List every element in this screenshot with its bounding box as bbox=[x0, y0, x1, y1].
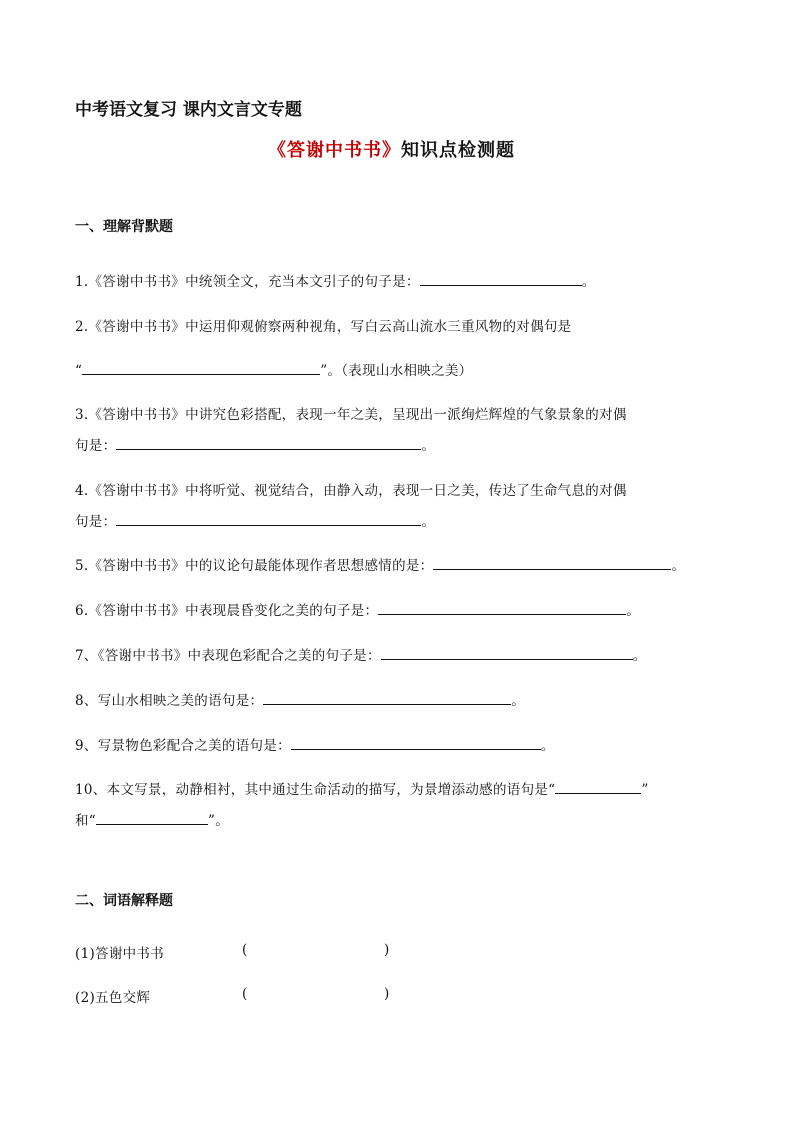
q10-blank-2[interactable] bbox=[96, 823, 208, 825]
q9-text: 9、写景物色彩配合之美的语句是： bbox=[75, 738, 291, 754]
section2-heading: 二、词语解释题 bbox=[75, 893, 173, 909]
q1-text: 1.《答谢中书书》中统领全文，充当本文引子的句子是： bbox=[75, 274, 420, 290]
q1-blank[interactable] bbox=[420, 284, 582, 286]
q2-note: （表现山水相映之美） bbox=[341, 363, 473, 379]
question-4-line2 bbox=[75, 510, 435, 530]
q2-open-quote: “ bbox=[75, 363, 83, 379]
q8-end: 。 bbox=[511, 693, 526, 709]
q6-end: 。 bbox=[626, 603, 641, 619]
question-2-line1: 2.《答谢中书书》中运用仰观俯察两种视角，写白云高山流水三重风物的对偶句是 bbox=[75, 319, 572, 335]
question-3-line2 bbox=[75, 434, 435, 454]
vocab-item-1-close: ) bbox=[384, 942, 390, 958]
vocab-item-1-answer[interactable] bbox=[255, 942, 380, 960]
q5-end: 。 bbox=[671, 558, 686, 574]
q8-text: 8、写山水相映之美的语句是： bbox=[75, 693, 264, 709]
q10-text: 10、本文写景，动静相衬，其中通过生命活动的描写，为景增添动感的语句是“ bbox=[75, 782, 556, 798]
q4-prefix: 句是： bbox=[75, 514, 117, 530]
q8-blank[interactable] bbox=[263, 703, 511, 705]
question-4-line1: 4.《答谢中书书》中将听觉、视觉结合，由静入动，表现一日之美，传达了生命气息的对偶 bbox=[75, 483, 627, 499]
question-5 bbox=[75, 554, 685, 574]
question-7 bbox=[75, 644, 647, 664]
question-10-line1 bbox=[75, 778, 649, 798]
q7-end: 。 bbox=[632, 648, 647, 664]
q2-blank[interactable] bbox=[82, 373, 320, 375]
q10-line2-start: 和“ bbox=[75, 813, 97, 829]
section1-heading: 一、理解背默题 bbox=[75, 219, 173, 235]
q1-end: 。 bbox=[581, 274, 596, 290]
q9-blank[interactable] bbox=[291, 748, 541, 750]
q3-end: 。 bbox=[421, 438, 436, 454]
q5-text: 5.《答谢中书书》中的议论句最能体现作者思想感情的是： bbox=[75, 558, 434, 574]
q4-end: 。 bbox=[421, 514, 436, 530]
vocab-item-1-open: ( bbox=[242, 942, 248, 958]
vocab-item-2-answer[interactable] bbox=[255, 986, 380, 1004]
q7-text: 7、《答谢中书书》中表现色彩配合之美的句子是： bbox=[75, 648, 381, 664]
q3-blank[interactable] bbox=[116, 448, 421, 450]
question-1 bbox=[75, 270, 596, 290]
title-book-name: 《答谢中书书》 bbox=[268, 140, 401, 161]
q3-prefix: 句是： bbox=[75, 438, 117, 454]
q10-close-quote: ” bbox=[641, 782, 649, 798]
question-2-line2 bbox=[75, 359, 472, 379]
page-title bbox=[268, 136, 515, 162]
q9-end: 。 bbox=[540, 738, 555, 754]
q10-line2-end: ”。 bbox=[208, 813, 230, 829]
q5-blank[interactable] bbox=[433, 568, 671, 570]
page-header: 中考语文复习 课内文言文专题 bbox=[75, 100, 302, 120]
q2-close-quote: ”。 bbox=[320, 363, 342, 379]
vocab-item-2-close: ) bbox=[384, 986, 390, 1002]
question-6 bbox=[75, 599, 640, 619]
vocab-item-2-open: ( bbox=[242, 986, 248, 1002]
question-3-line1: 3.《答谢中书书》中讲究色彩搭配，表现一年之美，呈现出一派绚烂辉煌的气象景象的对偶 bbox=[75, 407, 627, 423]
question-10-line2 bbox=[75, 809, 229, 829]
q10-blank-1[interactable] bbox=[555, 792, 641, 794]
question-9 bbox=[75, 734, 555, 754]
title-rest: 知识点检测题 bbox=[401, 140, 515, 161]
vocab-item-1-label: (1)答谢中书书 bbox=[75, 946, 165, 962]
q6-blank[interactable] bbox=[378, 613, 626, 615]
q6-text: 6.《答谢中书书》中表现晨昏变化之美的句子是： bbox=[75, 603, 379, 619]
q7-blank[interactable] bbox=[381, 658, 633, 660]
q4-blank[interactable] bbox=[116, 524, 421, 526]
vocab-item-2-label: (2)五色交辉 bbox=[75, 990, 151, 1006]
question-8 bbox=[75, 689, 525, 709]
